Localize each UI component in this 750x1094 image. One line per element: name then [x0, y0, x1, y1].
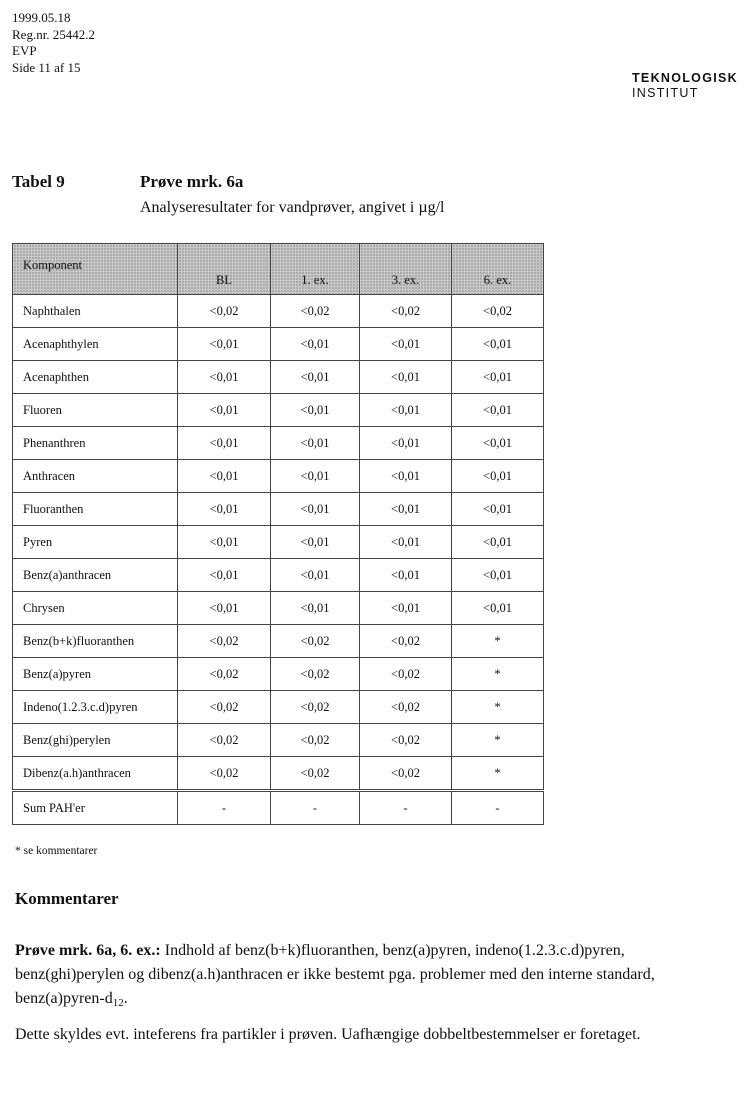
result-value-cell: <0,01 [452, 592, 544, 625]
comment-text: Indhold af benz(b+k)fluoranthen, benz(a)pyren, indeno(1.2.3.c.d)pyren, benz(ghi)perylen og dibenz(a.h)anthracen er ikke bestemt pga. problemer med den interne standard, benz(a)pyren-d [15, 942, 655, 1007]
result-value-cell: <0,01 [178, 394, 271, 427]
table-row [13, 691, 544, 724]
column-header-1-ex: 1. ex. [271, 244, 360, 295]
comment-subscript: 12 [112, 997, 124, 1009]
result-value-cell: <0,02 [178, 658, 271, 691]
result-value-cell: * [452, 658, 544, 691]
registration-number: Reg.nr. 25442.2 [12, 26, 96, 42]
result-value-cell: <0,02 [271, 757, 360, 791]
table-row [13, 328, 544, 361]
component-name-cell: Phenanthren [13, 427, 178, 460]
result-value-cell: <0,01 [271, 592, 360, 625]
table-row [13, 658, 544, 691]
result-value-cell: * [452, 625, 544, 658]
result-value-cell: <0,01 [178, 592, 271, 625]
table-row [13, 361, 544, 394]
company-logo [632, 71, 738, 101]
author-initials: EVP [12, 43, 37, 58]
comments-heading: Kommentarer [15, 889, 119, 908]
component-name-cell: Benz(ghi)perylen [13, 724, 178, 757]
comment-paragraph-2: Dette skyldes evt. inteferens fra partikler i prøven. Uafhængige dobbeltbestemmelser er foretaget. [15, 1026, 641, 1043]
result-value-cell: <0,01 [452, 394, 544, 427]
table-row [13, 526, 544, 559]
result-value-cell: <0,02 [360, 295, 452, 328]
result-value-cell: <0,02 [452, 295, 544, 328]
column-header-3-ex: 3. ex. [360, 244, 452, 295]
component-name-cell: Benz(b+k)fluoranthen [13, 625, 178, 658]
logo-line-2: INSTITUT [632, 86, 699, 100]
table-row [13, 295, 544, 328]
result-value-cell: <0,01 [271, 328, 360, 361]
result-value-cell: <0,02 [178, 625, 271, 658]
result-value-cell: <0,02 [271, 691, 360, 724]
logo-line-1: TEKNOLOGISK [632, 71, 738, 85]
table-row [13, 493, 544, 526]
table-row [13, 427, 544, 460]
results-table-body [13, 295, 544, 825]
result-value-cell: <0,02 [271, 724, 360, 757]
table-row [13, 559, 544, 592]
report-date: 1999.05.18 [12, 10, 71, 25]
result-value-cell: <0,01 [271, 559, 360, 592]
result-value-cell: <0,01 [360, 460, 452, 493]
component-name-cell: Indeno(1.2.3.c.d)pyren [13, 691, 178, 724]
result-value-cell: * [452, 757, 544, 791]
result-value-cell: <0,01 [271, 493, 360, 526]
column-header-6-ex: 6. ex. [452, 244, 544, 295]
result-value-cell: <0,02 [178, 691, 271, 724]
sum-label-cell: Sum PAH'er [13, 791, 178, 825]
component-name-cell: Benz(a)pyren [13, 658, 178, 691]
table-label: Tabel 9 [12, 172, 65, 191]
result-value-cell: <0,01 [271, 526, 360, 559]
result-value-cell: <0,01 [178, 526, 271, 559]
comment-paragraph-1 [15, 939, 715, 1015]
result-value-cell: <0,01 [178, 493, 271, 526]
sample-title: Prøve mrk. 6a [140, 172, 244, 191]
result-value-cell: <0,01 [178, 361, 271, 394]
result-value-cell: <0,01 [360, 328, 452, 361]
comment-end: . [123, 990, 128, 1007]
sum-value-cell: - [360, 791, 452, 825]
column-header-bl: BL [178, 244, 271, 295]
result-value-cell: <0,01 [360, 427, 452, 460]
component-name-cell: Anthracen [13, 460, 178, 493]
result-value-cell: <0,02 [271, 625, 360, 658]
result-value-cell: <0,01 [360, 559, 452, 592]
result-value-cell: <0,01 [360, 592, 452, 625]
result-value-cell: <0,01 [360, 526, 452, 559]
result-value-cell: <0,02 [360, 691, 452, 724]
result-value-cell: <0,02 [178, 295, 271, 328]
result-value-cell: <0,01 [271, 460, 360, 493]
component-name-cell: Dibenz(a.h)anthracen [13, 757, 178, 791]
result-value-cell: <0,01 [452, 361, 544, 394]
result-value-cell: <0,02 [178, 757, 271, 791]
page-number: Side 11 af 15 [12, 59, 81, 75]
sum-value-cell: - [452, 791, 544, 825]
component-name-cell: Fluoranthen [13, 493, 178, 526]
component-name-cell: Acenaphthen [13, 361, 178, 394]
result-value-cell: <0,01 [178, 460, 271, 493]
table-row [13, 592, 544, 625]
result-value-cell: <0,02 [271, 658, 360, 691]
result-value-cell: * [452, 724, 544, 757]
result-value-cell: <0,01 [452, 559, 544, 592]
table-row [13, 724, 544, 757]
result-value-cell: <0,02 [360, 724, 452, 757]
component-name-cell: Chrysen [13, 592, 178, 625]
result-value-cell: <0,02 [360, 658, 452, 691]
result-value-cell: <0,01 [452, 427, 544, 460]
result-value-cell: <0,01 [452, 460, 544, 493]
comment-lead: Prøve mrk. 6a, 6. ex.: [15, 942, 161, 959]
table-row [13, 757, 544, 791]
table-row [13, 460, 544, 493]
result-value-cell: <0,01 [271, 394, 360, 427]
sum-value-cell: - [178, 791, 271, 825]
component-name-cell: Benz(a)anthracen [13, 559, 178, 592]
result-value-cell: <0,02 [360, 757, 452, 791]
result-value-cell: <0,01 [271, 427, 360, 460]
result-value-cell: <0,01 [452, 493, 544, 526]
result-value-cell: <0,01 [360, 394, 452, 427]
sum-row [13, 791, 544, 825]
result-value-cell: <0,02 [360, 625, 452, 658]
result-value-cell: <0,01 [178, 427, 271, 460]
result-value-cell: <0,02 [271, 295, 360, 328]
component-name-cell: Fluoren [13, 394, 178, 427]
component-name-cell: Pyren [13, 526, 178, 559]
result-value-cell: <0,01 [271, 361, 360, 394]
result-value-cell: <0,01 [360, 493, 452, 526]
results-table [12, 243, 544, 825]
result-value-cell: <0,01 [452, 328, 544, 361]
result-value-cell: * [452, 691, 544, 724]
result-value-cell: <0,02 [178, 724, 271, 757]
table-header-row [13, 244, 544, 295]
table-caption: Analyseresultater for vandprøver, angivet i µg/l [140, 199, 445, 216]
document-header-meta [12, 10, 95, 76]
result-value-cell: <0,01 [360, 361, 452, 394]
sum-value-cell: - [271, 791, 360, 825]
table-row [13, 394, 544, 427]
table-row [13, 625, 544, 658]
table-footnote: * se kommentarer [15, 845, 98, 857]
result-value-cell: <0,01 [178, 559, 271, 592]
component-name-cell: Acenaphthylen [13, 328, 178, 361]
result-value-cell: <0,01 [178, 328, 271, 361]
component-name-cell: Naphthalen [13, 295, 178, 328]
column-header-component: Komponent [13, 244, 178, 295]
result-value-cell: <0,01 [452, 526, 544, 559]
